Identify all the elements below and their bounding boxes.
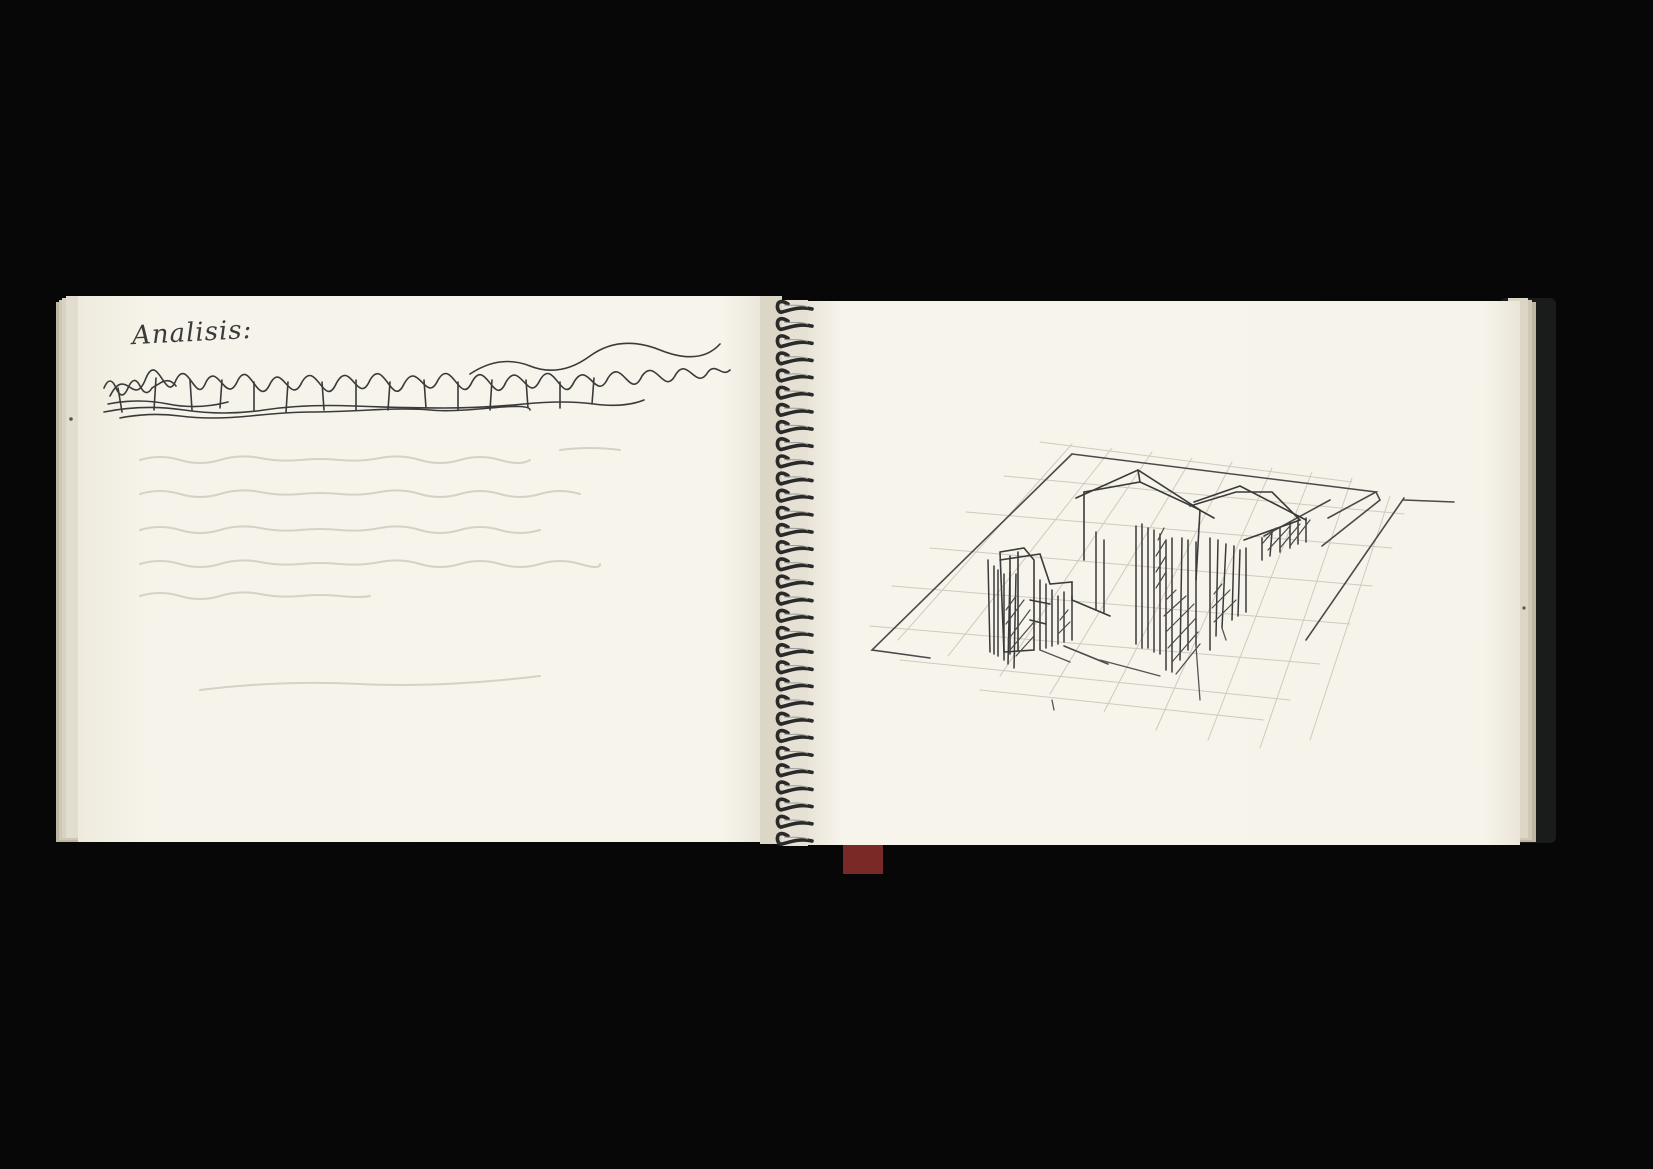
bookmark-ribbon — [843, 840, 883, 874]
left-page-heading: Analisis: — [131, 314, 254, 352]
